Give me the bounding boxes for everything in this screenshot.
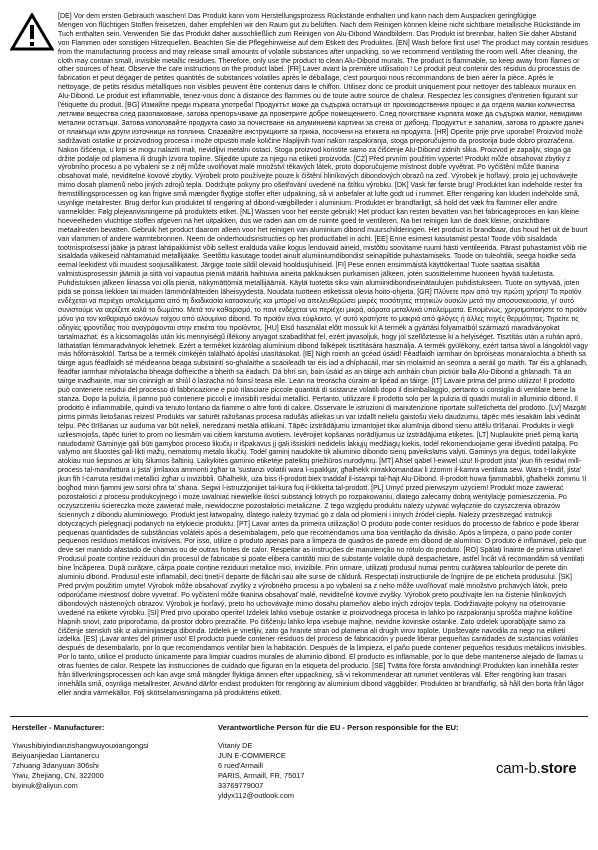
manufacturer-email: biyinuk@aliyun.com: [12, 781, 78, 790]
instructions-text: Mengen von flüchtigen Stoffen freisetzen, daher empfehlen wir den Raum gut zu belüften. Nach dem Reinigen können kleine nicht sichtbare metallische Rückstände im Tuch enthalten sein. Verwenden Sie das Produkt daher ausschließlich zum Reinigen von Alu-Dibond Wandbildern. Das Produkt ist brennbar, halten Sie daher Abstand von Flammen oder sonstigen Hitzequellen. Beachten Sie die Pflegehinweise auf dem Etikett des Produktes. [EN] Wash before first use! The product may contain residues from the manufacturing process and may release small amounts of volatile substances after unpacking, so we recommend ventilating the room well. After cleaning, the cloth may contain small, invisible metallic residues. Therefore, only use the product to clean Alu-Dibond murals. The product is flammable, so keep away from flames or other sources of heat. Observe the care instructions on the product label. [FR] Laver avant la première utilisation ! Le produit peut contenir des résidus du processus de fabrication et peut dégager de petites quantités de substances volatiles après le déballage, c'est pourquoi nous recommandons de bien aérer la pièce. Après le nettoyage, de petits résidus métalliques non visibles peuvent être contenus dans le chiffon. Utilisez donc ce produit uniquement pour nettoyer des tableaux muraux en Alu-Dibond. Le produit est inflammable, tenez-vous donc à distance des flammes ou de toute autre source de chaleur. Respectez les consignes d'entretien figurant sur l'étiquette du produit. [BG] Измийте преди първата употреба! Продуктът може да съдържа остатъци от производствения процес и да отделя малки количества летливи вещества след разопаковане, затова препоръчваме да проветрите добре помещението. След почистване кърпата може да съдържа малки, невидими метални остатъци. Затова използвайте продукта само за почистване на алуминиеви картини за стена от дибонд. Продуктът е запалим, затова го дръжте далеч от пламъци или други източници на топлина. Спазвайте инструкциите за грижа, посочени на етикета на продукта. [HR] Operite prije prve uporabe! Proizvod može sadržavati ostatke iz proizvodnog procesa i može otpustiti male količine hlapljivih tvari nakon raspakiranja, stoga preporučujemo da prostorija bude dobro prozračena. Nakon čišćenja, u krpi se mogu nalaziti mali, nevidljivi metalni ostaci. Stoga proizvod koristite samo za čišćenje Alu-Dibond zidnih slika. Proizvod je zapaljiv, stoga ga držite podalje od plamena ili drugih izvora topline. Slijedite upute za njegu na etiketi proizvoda. [CZ] Před prvním použitím vyperte! Produkt může obsahovat zbytky z výrobního procesu a po vybalení se z něj může uvolňovat malé množství těkavých látek, proto doporučujeme místnost dobře vyvětrat. Po vyčištění může tkanina obsahovat malé, neviditelné kovové zbytky. Výrobek proto používejte pouze k čištění hliníkových dibondových obrazů na zeď. Výrobek je hořlavý, proto jej uchovávejte mimo dosah plamenů nebo jiných zdrojů tepla. Dodržujte pokyny pro ošetřování uvedené na štítku výrobku. [DK] Vask før første brug! Produktet kan indeholde rester fra fremstillingsprocessen og kan frigive små mængder flygtige stoffer efter udpakning, så vi anbefaler at lufte godt ud i rummet. Efter rengøring kan kluden indeholde små, usynlige metalrester. Brug derfor kun produktet til rengøring af dibond-vægbilleder i aluminium. Produktet er brandfarligt, så hold det væk fra flammer eller andre varmekilder. Følg plejeanvisningerne på produktets etiket. [NL] Wassen voor het eerste gebruik! Het product kan resten bevatten van het fabricageproces en kan kleine hoeveelheden vluchtige stoffen afgeven na het uitpakken, dus we raden aan om de ruimte goed te ventileren. Na het reinigen kan de doek kleine, onzichtbare metaalresten bevatten. Gebruik het product daarom alleen voor het reinigen van aluminium dibond muurschilderingen. Het product is brandbaar, dus houd het uit de buurt van vlammen of andere warmtebronnen. Neem de onderhoudsinstructies op het productlabel in acht. [EE] Enne esimest kasutamist pesta! Toode võib sisaldada tootmisprotsessi jääke ja pärast lahtipakkimist võib sellest eralduda väike kogus lenduvaid aineid, mistõttu soovitame ruumi hästi ventileerida. Pärast puhastamist võib riie sisaldada väikeseid nähtamatuid metallijääke. Seetõttu kasutage toodet ainult alumiiniumdibondist seinapiltide puhastamiseks. Toode on tuleohtlik, seega hoidke seda eemal leekidest või muudest soojusallikatest. Järgige toote sildil olevaid hooldusjuhiseid. [FI] Pese ennen ensimmäistä käyttökertaa! Tuote saattaa sisältää valmistusprosessin jäämiä ja siitä voi vapautua pieniä määriä haihtuvia aineita pakkauksen purkamisen jälkeen, joten suosittelemme huoneen hyvää tuuletusta. Puhdistuksen jälkeen liinassa voi olla pieniä, näkymättömiä metallijäämiä. Käytä tuotetta siksi vain alumiinidibondiseinätaulujen puhdistukseen. Tuote on syttyvää, joten pidä se poissa liekkien tai muiden lämmönlähteiden läheisyydestä. Noudata tuotteen etiketissä olevia hoito-ohjeita. [GR] Πλύνετε πριν από την πρώτη χρήση! Το προϊόν ενδέχεται να περιέχει υπολείμματα από τη διαδικασία κατασκευής και μπορεί να απελευθερώσει μικρές ποσότητες πτητικών ουσιών μετά την αποσυσκευασία, γι' αυτό συνιστούμε να αερίζετε καλά το δωμάτιο. Μετά τον καθαρισμό, το πανί ενδέχεται να περιέχει μικρά, αόρατα μεταλλικά υπολείμματα. Επομένως, χρησιμοποιήστε το προϊόν μόνο για τον καθαρισμό εικόνων τοίχου από αλουμίνιο dibond. Το προϊόν είναι εύφλεκτο, γι' αυτό κρατήστε το μακριά από φλόγες ή άλλες πηγές θερμότητας. Τηρείτε τις οδηγίες φροντίδας που αναγράφονται στην ετικέτα του προϊόντος. [HU] Első használat előtt mossuk ki! A termék a gyártási folyamatból származó maradványokat tartalmazhat, és a kicsomagolás után kis mennyiségű illékony anyagot szabadíthat fel, ezért javasoljuk, hogy jól szellőztesse ki a helyiséget. Tisztítás után a ruhán apró, láthatatlan fémmaradványok lehetnek. Ezért a terméket kizárólag alumínium dibond falképek tisztítására használja. A termék gyúlékony, ezért tartsa távol a lángoktól vagy más hőforrásoktól. Tartsa be a termék címkéjén található ápolási utasításokat. [IE] Nigh roimh an gcéad úsáid! Féadfaidh iarmhair ón bpróiseas monaraíochta a bheith sa táirge agus féadfaidh sé méideanna beaga substaintí so-ghalaithe a scaoileadh tar éis iad a dhíphacáil, mar sin molaimid an seomra a aeráil go maith. Tar éis a ghlanadh, féadfar iarmhair mhiotalacha bheaga dofheicthe a bheith sa éadach. Dá bhrí sin, bain úsáid as an táirge ach amháin chun pictiúir balla Alu-Dibond a ghlanadh. Tá an táirge inadhainte, mar sin coinnigh ar shiúl ó lasracha nó foinsí teasa eile. Lean na treoracha cúraim ar lipéad an táirge. [IT] Lavare prima del primo utilizzo! Il prodotto può contenere residui del processo di fabbricazione e può rilasciare piccole quantità di sostanze volatili dopo il disimballaggio, pertanto si consiglia di ventilare bene la stanza. Dopo la pulizia, il panno può contenere piccoli e invisibili residui metallici. Pertanto, utilizzare il prodotto solo per la pulizia di quadri murali in alluminio dibond. Il prodotto è infiammabile, quindi va tenuto lontano da fiamme o altre fonti di calore. Osservare le istruzioni di manutenzione riportate sull'etichetta del prodotto. [LV] Mazgāt pirms pirmās lietošanas reizes! Produkts var saturēt ražošanas procesa radušās atliekas un var izdalīt nelielu gaistošu vielu daudzumu, tāpēc mēs iesakām labi vēdināt telpu. Pēc tīrīšanas uz auduma var būt nelieli, neredzami metāla atlikumi. Tāpēc izstrādājumu izmantojiet tikai alumīnija dibond sienu attēlu tīrīšanai. Produkts ir viegli uzliesmojošs, tāpēc turiet to prom no liesmām vai citiem karstuma avotiem. Ievērojiet kopšanas norādījumus uz izstrādājuma etiķetes. [LT] Nuplaukite prieš pirmą kartą naudodami! Gaminyje gali būti gamybos proceso likučių ir išpakavus jį gali išsiskirti nedidelis lakiųjų medžiagų kiekis, todėl rekomenduojame gerai išvėdinti patalpą. Po valymo ant šluostės gali likti mažų, nematomų metalo likučių. Todėl gaminį naudokite tik aliuminio dibondo sienų paveikslams valyti. Gaminys yra degus, todėl laikykite atokiau nuo liepsnos ar kitų šilumos šaltinių. Laikykitės gaminio etiketėje pateiktų priežiūros nurodymų. [MT] Aħsel qabel l-ewwel użu! Il-prodott jista' jkun fih residwi mill-proċess tal-manifattura u jista' jirrilaxxa ammonti żgħar ta 'sustanzi volatili wara l-ispakkjar, għalhekk nirrakkomandaw li żżomm il-kamra ventilata sew. Wara t-tindif, jista' jkun fih l-ċarruta residwi metalliċi żgħar u inviżibbli. Għalhekk, uża biss il-prodott biex tnaddaf il-istampi tal-ħajt Alu-Dibond. Il-prodott huwa fjammabbli, għalhekk żommu 'il bogħod minn fjammi jew sorsi oħra ta' sħana. Segwi l-istruzzjonijiet tal-kura fuq il-tikketta tal-prodott. [PL] Umyć przed pierwszym użyciem! Produkt może zawierać pozostałości z procesu produkcyjnego i może uwalniać niewielkie ilości substancji lotnych po rozpakowaniu, dlatego zalecamy dobrą wentylację pomieszczenia. Po oczyszczeniu ściereczka może zawierać małe, niewidoczne pozostałości metaliczne. Z tego względu produktu należy używać wyłącznie do czyszczenia obrazów ściennych z dibondu aluminiowego. Produkt jest łatwopalny, dlatego należy trzymać go z dala od płomieni i innych źródeł ciepła. Należy przestrzegać instrukcji dotyczących pielęgnacji podanych na etykiecie produktu. [PT] Lavar antes da primeira utilização! O produto pode conter resíduos do processo de fabrico e pode liberar pequenas quantidades de substâncias voláteis após a desembalagem, pelo que recomendamos uma boa ventilação da divisão. Após a limpeza, o pano pode conter pequenos resíduos metálicos invisíveis. Por isso, utilize o produto apenas para a limpeza de quadros de parede em dibond de alumínio. O produto é inflamável, pelo que deve ser mantido afastado de chamas ou de outras fontes de calor. Respeitar as instruções de manutenção no rótulo do produto. [RO] Spălați înainte de prima utilizare! Produsul poate conține reziduuri din procesul de fabricație și poate elibera cantități mici de substanțe volatile după despachetare, astfel încât vă recomandăm să ventilați bine încăperea. După curățare, cârpa poate conține reziduuri metalice mici, invizibile. Prin urmare, utilizați produsul numai pentru curățarea tablourilor de perete din aluminiu dibond. Produsul este inflamabil, deci țineți-l departe de flăcări sau alte surse de căldură. Respectați instrucțiunile de îngrijire de pe eticheta produsului. [SK] Pred prvým použitím umyte! Výrobok môže obsahovať zvyšky z výrobného procesu a po vybalení sa z neho môže uvoľňovať malé množstvo prchavých látok, preto odporúčame miestnosť dobre vyvetrať. Po vyčistení môže tkanina obsahovať malé, neviditeľné kovové zvyšky. Výrobok preto používajte len na čistenie hliníkových dibondových nástenných obrazov. Výrobok je horľavý, preto ho uchovávajte mimo dosahu plameňov alebo iných zdrojov tepla. Dodržiavajte pokyny na ošetrovanie uvedené na etikete výrobku. [SI] Pred prvo uporabo operite! Izdelek lahko vsebuje ostanke iz proizvodnega procesa in lahko po razpakiranju sprošča majhne količine hlapnih snovi, zato priporočamo, da prostor dobro prezračite. Po čiščenju lahko krpa vsebuje majhne, nevidne kovinske ostanke. Zato izdelek uporabljajte samo za čiščenje stenskih slik iz aluminijastega dibonda. Izdelek je vnetljiv, zato ga hranite stran od plamena ali drugih virov toplote. Upoštevajte navodila za nego na etiketi izdelka. [ES] ¡Lavar antes del primer uso! El producto puede contener residuos del proceso de fabricación y puede liberar pequeñas cantidades de sustancias volátiles después de desembalarlo, por lo que recomendamos ventilar bien la habitación. Después de la limpieza, el paño puede contener pequeños residuos metálicos invisibles. Por lo tanto, utilice el producto únicamente para limpiar cuadros murales de aluminio dibond. El producto es inflamable, por lo que debe mantenerse alejado de llamas u otras fuentes de calor. Respete las instrucciones de cuidado que figuran en la etiqueta del producto. [SE] Tvätta före första användning! Produkten kan innehålla rester från tillverkningsprocessen och kan avge små mängder flyktiga ämnen efter uppackning, så vi rekommenderar att rummet ventileras väl. Efter rengöring kan trasan innehålla små, osynliga metallrester. Använd därför endast produkten för rengöring av aluminium dibond väggbilder. Produkten är brandfarlig, så håll den borta från lågor eller andra värmekällor. Följ skötselanvisningarna på produktens etikett.: [58, 21, 588, 697]
manufacturer-building: 7zhuang 3danyuan 306shi: [12, 761, 99, 770]
eu-phone: 33769779007: [218, 781, 264, 790]
manufacturer-address: [12, 741, 149, 791]
brand-logo-prefix: cam-b.: [496, 760, 541, 777]
manufacturer-heading: Hersteller - Manufacturer:: [12, 723, 105, 732]
warning-triangle-icon: [10, 13, 54, 51]
eu-responsible-heading: Verantwortliche Person für die EU - Person responsible for the EU:: [218, 723, 459, 732]
eu-street: 6 rued'Armaill: [218, 761, 263, 770]
manufacturer-street: Beiyuanjiedao Liantanercu: [12, 751, 100, 760]
instructions-first-line: [DE] Vor dem ersten Gebrauch waschen! Das Produkt kann vom Herstellungsprozess Rückstände enthalten und kann nach dem Auspacken geringfügige: [58, 13, 537, 20]
safety-instructions-multilingual: [58, 13, 588, 699]
brand-logo-suffix: store: [540, 760, 577, 777]
eu-company: JUN E-COMMERCE: [218, 751, 286, 760]
brand-logo: [496, 760, 576, 777]
eu-responsible-address: [218, 741, 305, 801]
eu-contact-name: Vitaniy DE: [218, 741, 253, 750]
divider: [10, 716, 588, 717]
manufacturer-company: Yiwushibiyindianzishangwuyouxiangongsi: [12, 741, 149, 750]
manufacturer-city: Yiwu, Zhejiang, CN, 322000: [12, 771, 104, 780]
eu-email: yldyx112@outlook.com: [218, 791, 294, 800]
eu-city: PARIS, Armaill, FR, 75017: [218, 771, 305, 780]
